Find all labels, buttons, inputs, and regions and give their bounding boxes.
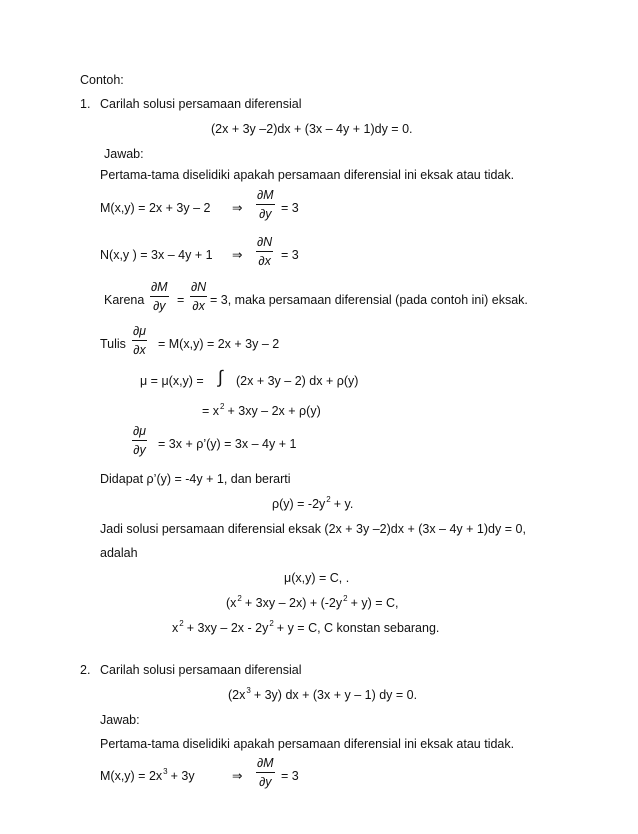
exponent: 2 xyxy=(343,594,348,603)
rho-end: + y. xyxy=(333,497,354,511)
m-part-b: + 3y xyxy=(170,769,195,783)
dn-value: = 3 xyxy=(281,248,299,262)
ex1-jawab: Jawab: xyxy=(104,147,144,161)
ex1-intro: Pertama-tama diselidiki apakah persamaan diferensial ini eksak atau tidak. xyxy=(100,168,515,182)
fraction-denominator: ∂x xyxy=(133,342,146,357)
exponent: 2 xyxy=(179,619,184,628)
fraction-numerator: ∂M xyxy=(256,757,275,773)
fraction-numerator: ∂μ xyxy=(132,425,147,441)
ex1-number: 1. xyxy=(80,97,91,111)
exponent: 3 xyxy=(163,767,168,776)
mu-line-end: (2x + 3y – 2) dx + ρ(y) xyxy=(236,374,359,388)
rho-start: ρ(y) = -2y xyxy=(272,497,326,511)
fraction-denominator: ∂x xyxy=(258,253,271,268)
ex1-m-def: M(x,y) = 2x + 3y – 2 xyxy=(100,201,211,215)
dmu-dy-fraction xyxy=(132,425,147,456)
sol2-part-b: + 3xy – 2x) + (-2y xyxy=(244,596,343,610)
ex2-dm-dy-fraction xyxy=(256,757,275,788)
dmu-dy-rest: = 3x + ρ’(y) = 3x – 4y + 1 xyxy=(158,437,297,451)
sol2-part-c: + y) = C, xyxy=(350,596,399,610)
sol3-part-a: x xyxy=(172,621,179,635)
exponent: 3 xyxy=(246,686,251,695)
rho-line xyxy=(272,495,354,511)
implies-symbol: ⇒ xyxy=(232,769,243,783)
fraction-denominator: ∂y xyxy=(259,774,272,789)
exponent: 2 xyxy=(269,619,274,628)
fraction-numerator: ∂M xyxy=(150,281,169,297)
heading: Contoh: xyxy=(80,73,124,87)
integral-symbol: ∫ xyxy=(218,367,223,387)
ex1-equation: (2x + 3y –2)dx + (3x – 4y + 1)dy = 0. xyxy=(211,122,413,136)
ex2-m-def xyxy=(100,767,195,783)
dmu-dx-fraction xyxy=(132,325,147,356)
ex2-jawab: Jawab: xyxy=(100,713,140,727)
dn-dx-fraction xyxy=(256,236,273,267)
x2-start: = x xyxy=(202,404,220,418)
ex2-dm-value: = 3 xyxy=(281,769,299,783)
x2-end: + 3xy – 2x + ρ(y) xyxy=(227,404,321,418)
fraction-denominator: ∂y xyxy=(133,442,146,457)
sol3-part-c: + y = C, C konstan sebarang. xyxy=(276,621,440,635)
sol2-part-a: (x xyxy=(226,596,237,610)
dm-value: = 3 xyxy=(281,201,299,215)
fraction-denominator: ∂y xyxy=(153,298,166,313)
karena-label: Karena xyxy=(104,293,145,307)
mu-line-start: μ = μ(x,y) = xyxy=(140,374,204,388)
fraction-denominator: ∂y xyxy=(259,206,272,221)
jadi-line: Jadi solusi persamaan diferensial eksak (2x + 3y –2)dx + (3x – 4y + 1)dy = 0, xyxy=(100,522,526,536)
tulis-rest: = M(x,y) = 2x + 3y – 2 xyxy=(158,337,280,351)
fraction-numerator: ∂N xyxy=(256,236,273,252)
tulis-label: Tulis xyxy=(100,337,126,351)
ex1-title: Carilah solusi persamaan diferensial xyxy=(100,97,302,111)
karena-dm-dy-fraction xyxy=(150,281,169,312)
fraction-numerator: ∂N xyxy=(190,281,207,297)
solution-line-2 xyxy=(226,594,399,610)
x2-line xyxy=(202,402,321,418)
eq-part-a: (2x xyxy=(228,688,246,702)
exponent: 2 xyxy=(326,495,331,504)
sol3-part-b: + 3xy – 2x - 2y xyxy=(186,621,269,635)
m-part-a: M(x,y) = 2x xyxy=(100,769,163,783)
karena-dn-dx-fraction xyxy=(190,281,207,312)
ex1-n-def: N(x,y ) = 3x – 4y + 1 xyxy=(100,248,213,262)
exponent: 2 xyxy=(220,402,225,411)
adalah-line: adalah xyxy=(100,546,138,560)
karena-rest: = 3, maka persamaan diferensial (pada contoh ini) eksak. xyxy=(210,293,528,307)
equals-sign: = xyxy=(177,293,185,307)
fraction-numerator: ∂M xyxy=(256,189,275,205)
didapat-line: Didapat ρ’(y) = -4y + 1, dan berarti xyxy=(100,472,291,486)
solution-line-1: μ(x,y) = C, . xyxy=(284,571,350,585)
eq-part-b: + 3y) dx + (3x + y – 1) dy = 0. xyxy=(253,688,418,702)
fraction-numerator: ∂μ xyxy=(132,325,147,341)
ex2-number: 2. xyxy=(80,663,91,677)
ex2-equation xyxy=(228,686,418,702)
implies-symbol: ⇒ xyxy=(232,248,243,262)
ex2-intro: Pertama-tama diselidiki apakah persamaan diferensial ini eksak atau tidak. xyxy=(100,737,515,751)
ex2-title: Carilah solusi persamaan diferensial xyxy=(100,663,302,677)
solution-line-3 xyxy=(172,619,440,635)
fraction-denominator: ∂x xyxy=(192,298,205,313)
implies-symbol: ⇒ xyxy=(232,201,243,215)
exponent: 2 xyxy=(237,594,242,603)
dm-dy-fraction xyxy=(256,189,275,220)
